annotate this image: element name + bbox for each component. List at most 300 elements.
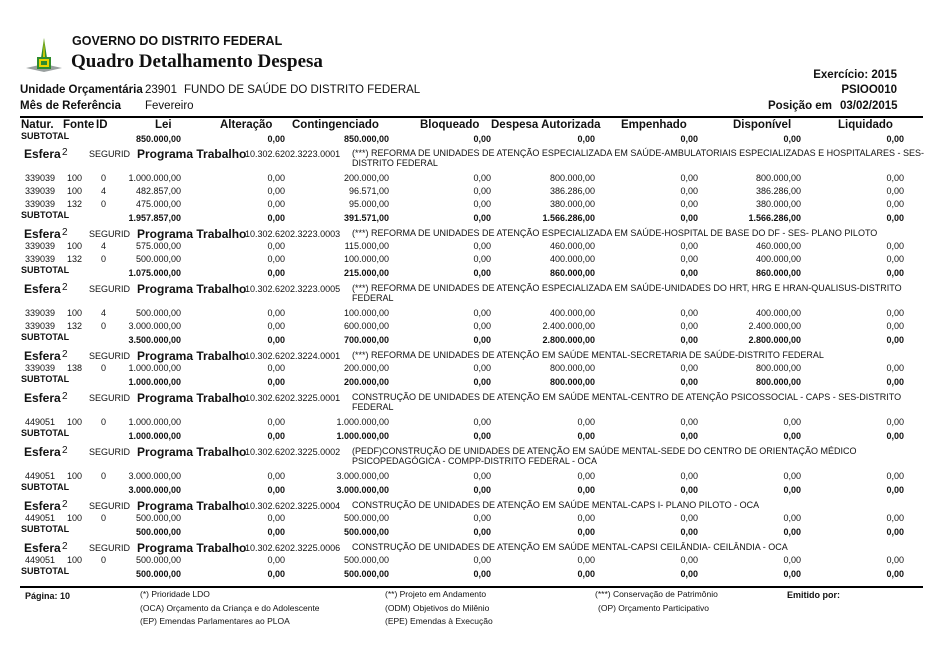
legend-item: (EPE) Emendas à Execução [385,616,493,626]
esfera-label: Esfera [24,445,61,459]
value-cell: 0,00 [267,417,285,427]
subtotal-value: 0,00 [783,485,801,495]
esfera-value: 2 [62,282,68,293]
id-cell: 0 [101,417,107,427]
subtotal-value: 0,00 [267,213,285,223]
subtotal-value: 0,00 [473,134,491,144]
value-cell: 0,00 [680,254,698,264]
programa-description: CONSTRUÇÃO DE UNIDADES DE ATENÇÃO EM SAÚDE MENTAL-CENTRO DE ATENÇÃO PSICOSSOCIAL - CAPS - SES-DISTRITO FEDERAL [352,392,902,412]
subtotal-value: 0,00 [886,134,904,144]
value-cell: 0,00 [267,254,285,264]
segment-code: SEGURID [89,501,131,511]
fonte-cell: 100 [67,417,83,427]
subtotal-value: 1.566.286,00 [748,213,801,223]
value-cell: 500.000,00 [343,513,389,523]
posicao-label: Posição em [768,100,832,112]
programa-description: CONSTRUÇÃO DE UNIDADES DE ATENÇÃO EM SAÚDE MENTAL-CAPS I- PLANO PILOTO - OCA [352,500,760,510]
value-cell: 1.000.000,00 [128,173,181,183]
value-cell: 380.000,00 [755,199,801,209]
value-cell: 3.000.000,00 [128,471,181,481]
value-cell: 0,00 [473,241,491,251]
value-cell: 0,00 [783,417,801,427]
table-row [0,308,943,320]
subtotal-value: 860.000,00 [755,268,801,278]
col-id: ID [96,119,108,131]
col-despesa-autorizada: Despesa Autorizada [491,119,601,131]
natureza-cell: 339039 [25,173,56,183]
subtotal-value: 0,00 [267,569,285,579]
subtotal-row [0,376,943,388]
legend-item: (OCA) Orçamento da Criança e do Adolescente [140,603,320,613]
natureza-cell: 339039 [25,254,56,264]
subtotal-value: 1.566.286,00 [542,213,595,223]
table-row [0,241,943,253]
subtotal-value: 0,00 [577,569,595,579]
value-cell: 600.000,00 [343,321,389,331]
subtotal-value: 0,00 [783,527,801,537]
col-disponivel: Disponível [733,119,792,131]
value-cell: 386.286,00 [755,186,801,196]
natureza-cell: 449051 [25,471,56,481]
subtotal-value: 0,00 [473,268,491,278]
programa-code: 10.302.6202.3224.0001 [245,351,341,361]
subtotal-row [0,484,943,496]
table-row [0,173,943,185]
value-cell: 0,00 [577,555,595,565]
programa-code: 10.302.6202.3223.0005 [245,284,341,294]
value-cell: 0,00 [267,173,285,183]
programa-label: Programa Trabalho [137,445,247,459]
subtotal-value: 0,00 [473,431,491,441]
value-cell: 460.000,00 [549,241,595,251]
segment-code: SEGURID [89,351,131,361]
segment-code: SEGURID [89,393,131,403]
mes-value: Fevereiro [145,100,194,112]
programa-label: Programa Trabalho [137,349,247,363]
value-cell: 0,00 [886,173,904,183]
value-cell: 3.000.000,00 [128,321,181,331]
value-cell: 0,00 [680,186,698,196]
value-cell: 2.400.000,00 [748,321,801,331]
value-cell: 0,00 [783,471,801,481]
subtotal-value: 1.957.857,00 [128,213,181,223]
table-row [0,513,943,525]
subtotal-value: 0,00 [886,431,904,441]
programa-code: 10.302.6202.3225.0002 [245,447,341,457]
value-cell: 100.000,00 [343,308,389,318]
programa-label: Programa Trabalho [137,282,247,296]
unidade-code: 23901 [145,84,177,96]
subtotal-value: 0,00 [783,134,801,144]
value-cell: 0,00 [680,241,698,251]
fonte-cell: 132 [67,199,83,209]
esfera-header [0,347,943,363]
fonte-cell: 132 [67,254,83,264]
footer-divider [20,586,923,588]
unidade-name: FUNDO DE SAÚDE DO DISTRITO FEDERAL [184,84,421,96]
value-cell: 482.857,00 [135,186,181,196]
subtotal-value: 0,00 [783,431,801,441]
subtotal-value: 700.000,00 [343,335,389,345]
subtotal-value: 0,00 [267,134,285,144]
subtotal-label: SUBTOTAL [21,210,70,220]
value-cell: 386.286,00 [549,186,595,196]
esfera-label: Esfera [24,282,61,296]
subtotal-value: 391.571,00 [343,213,389,223]
col-contingenciado: Contingenciado [292,119,379,131]
fonte-cell: 100 [67,241,83,251]
subtotal-row [0,430,943,442]
natureza-cell: 449051 [25,513,56,523]
fonte-cell: 100 [67,186,83,196]
subtotal-value: 1.000.000,00 [128,377,181,387]
table-row [0,555,943,567]
value-cell: 0,00 [680,199,698,209]
header-divider [20,116,923,118]
natureza-cell: 449051 [25,417,56,427]
esfera-header [0,389,943,417]
subtotal-value: 1.000.000,00 [128,431,181,441]
subtotal-value: 0,00 [577,431,595,441]
legend-item: (ODM) Objetivos do Milênio [385,603,490,613]
value-cell: 380.000,00 [549,199,595,209]
value-cell: 200.000,00 [343,173,389,183]
government-name: GOVERNO DO DISTRITO FEDERAL [72,34,283,48]
subtotal-value: 0,00 [680,431,698,441]
value-cell: 500.000,00 [343,555,389,565]
value-cell: 0,00 [473,513,491,523]
programa-label: Programa Trabalho [137,541,247,555]
subtotal-label: SUBTOTAL [21,131,70,141]
value-cell: 500.000,00 [135,555,181,565]
subtotal-label: SUBTOTAL [21,265,70,275]
value-cell: 3.000.000,00 [336,471,389,481]
esfera-header [0,497,943,513]
value-cell: 2.400.000,00 [542,321,595,331]
value-cell: 400.000,00 [549,254,595,264]
subtotal-value: 0,00 [267,335,285,345]
segment-code: SEGURID [89,229,131,239]
programa-description: (***) REFORMA DE UNIDADES DE ATENÇÃO EM SAÚDE MENTAL-SECRETARIA DE SAÚDE-DISTRITO FEDERAL [352,350,824,360]
subtotal-row [0,133,943,145]
value-cell: 0,00 [267,471,285,481]
segment-code: SEGURID [89,284,131,294]
programa-code: 10.302.6202.3225.0006 [245,543,341,553]
value-cell: 575.000,00 [135,241,181,251]
value-cell: 1.000.000,00 [128,417,181,427]
subtotal-value: 500.000,00 [343,527,389,537]
esfera-label: Esfera [24,147,61,161]
value-cell: 0,00 [680,555,698,565]
programa-description: (***) REFORMA DE UNIDADES DE ATENÇÃO ESPECIALIZADA EM SAÚDE-HOSPITAL DE BASE DO DF - SES- PLANO PILOTO [352,228,878,238]
value-cell: 500.000,00 [135,308,181,318]
value-cell: 0,00 [473,308,491,318]
esfera-value: 2 [62,349,68,360]
table-row [0,199,943,211]
id-cell: 0 [101,555,107,565]
subtotal-value: 0,00 [886,213,904,223]
subtotal-value: 0,00 [680,134,698,144]
id-cell: 0 [101,471,107,481]
value-cell: 0,00 [886,199,904,209]
report-title: Quadro Detalhamento Despesa [71,51,323,72]
subtotal-value: 0,00 [473,377,491,387]
mes-label: Mês de Referência [20,100,121,112]
table-row [0,363,943,375]
value-cell: 0,00 [473,173,491,183]
value-cell: 0,00 [886,513,904,523]
subtotal-value: 3.500.000,00 [128,335,181,345]
esfera-header [0,280,943,308]
esfera-value: 2 [62,227,68,238]
table-row [0,254,943,266]
subtotal-value: 0,00 [267,377,285,387]
value-cell: 200.000,00 [343,363,389,373]
subtotal-value: 850.000,00 [135,134,181,144]
subtotal-value: 0,00 [473,335,491,345]
subtotal-label: SUBTOTAL [21,524,70,534]
col-natur: Natur. [21,119,54,131]
programa-description: (***) REFORMA DE UNIDADES DE ATENÇÃO ESPECIALIZADA EM SAÚDE-AMBULATORIAIS ESPECIALIZADAS E HOSPITALARES - SES-DISTRITO FEDERAL [352,148,924,168]
value-cell: 1.000.000,00 [336,417,389,427]
subtotal-label: SUBTOTAL [21,332,70,342]
value-cell: 0,00 [886,186,904,196]
subtotal-value: 0,00 [473,527,491,537]
value-cell: 800.000,00 [549,173,595,183]
subtotal-value: 860.000,00 [549,268,595,278]
subtotal-value: 0,00 [680,335,698,345]
subtotal-value: 0,00 [886,335,904,345]
value-cell: 0,00 [886,254,904,264]
subtotal-value: 0,00 [680,377,698,387]
segment-code: SEGURID [89,543,131,553]
value-cell: 95.000,00 [348,199,389,209]
natureza-cell: 449051 [25,555,56,565]
table-row [0,417,943,429]
value-cell: 0,00 [680,471,698,481]
value-cell: 115.000,00 [344,241,389,251]
subtotal-value: 3.000.000,00 [336,485,389,495]
subtotal-value: 0,00 [577,485,595,495]
subtotal-value: 0,00 [680,485,698,495]
value-cell: 1.000.000,00 [128,363,181,373]
subtotal-value: 0,00 [783,569,801,579]
programa-code: 10.302.6202.3225.0004 [245,501,341,511]
value-cell: 0,00 [886,241,904,251]
col-alteracao: Alteração [220,119,273,131]
subtotal-value: 2.800.000,00 [748,335,801,345]
subtotal-value: 0,00 [680,527,698,537]
value-cell: 0,00 [680,173,698,183]
natureza-cell: 339039 [25,321,56,331]
value-cell: 0,00 [680,513,698,523]
programa-label: Programa Trabalho [137,227,247,241]
programa-label: Programa Trabalho [137,499,247,513]
subtotal-value: 0,00 [886,569,904,579]
subtotal-value: 0,00 [680,213,698,223]
value-cell: 400.000,00 [755,308,801,318]
unidade-label: Unidade Orçamentária [20,84,143,96]
subtotal-label: SUBTOTAL [21,374,70,384]
fonte-cell: 100 [67,513,83,523]
subtotal-value: 500.000,00 [343,569,389,579]
subtotal-value: 215.000,00 [343,268,389,278]
page-number: Página: 10 [25,591,71,601]
value-cell: 475.000,00 [135,199,181,209]
subtotal-row [0,568,943,580]
subtotal-label: SUBTOTAL [21,482,70,492]
value-cell: 0,00 [577,513,595,523]
value-cell: 800.000,00 [755,363,801,373]
natureza-cell: 339039 [25,308,56,318]
id-cell: 0 [101,321,107,331]
value-cell: 0,00 [886,417,904,427]
subtotal-value: 1.000.000,00 [336,431,389,441]
programa-description: (PEDF)CONSTRUÇÃO DE UNIDADES DE ATENÇÃO EM SAÚDE MENTAL-SEDE DO CENTRO DE ORIENTAÇÃO MÉDICO PSICOPEDAGÓGICA - COMPP-DISTRITO FEDERAL - OCA [352,446,857,466]
esfera-label: Esfera [24,391,61,405]
legend-item: (EP) Emendas Parlamentares ao PLOA [140,616,290,626]
value-cell: 0,00 [886,555,904,565]
esfera-value: 2 [62,391,68,402]
natureza-cell: 339039 [25,363,56,373]
value-cell: 0,00 [267,308,285,318]
subtotal-value: 1.075.000,00 [128,268,181,278]
id-cell: 0 [101,173,107,183]
value-cell: 0,00 [473,417,491,427]
col-lei: Lei [155,119,172,131]
fonte-cell: 100 [67,471,83,481]
value-cell: 0,00 [473,471,491,481]
subtotal-value: 0,00 [886,527,904,537]
value-cell: 0,00 [680,417,698,427]
value-cell: 0,00 [577,417,595,427]
value-cell: 0,00 [783,555,801,565]
subtotal-value: 0,00 [267,527,285,537]
programa-label: Programa Trabalho [137,391,247,405]
value-cell: 0,00 [886,308,904,318]
id-cell: 4 [101,308,107,318]
subtotal-value: 0,00 [680,268,698,278]
emitido-por: Emitido por: [787,590,840,600]
segment-code: SEGURID [89,447,131,457]
esfera-header [0,145,943,173]
subtotal-label: SUBTOTAL [21,428,70,438]
table-row [0,471,943,483]
esfera-value: 2 [62,147,68,158]
value-cell: 0,00 [886,321,904,331]
subtotal-value: 0,00 [267,431,285,441]
value-cell: 500.000,00 [135,254,181,264]
posicao-value: 03/02/2015 [840,100,898,112]
report-code: PSIOO010 [841,84,897,96]
legend-item: (***) Conservação de Patrimônio [595,589,718,599]
value-cell: 0,00 [473,199,491,209]
subtotal-value: 500.000,00 [135,527,181,537]
col-bloqueado: Bloqueado [420,119,480,131]
value-cell: 0,00 [473,186,491,196]
value-cell: 0,00 [267,241,285,251]
legend-item: (*) Prioridade LDO [140,589,210,599]
id-cell: 0 [101,199,107,209]
value-cell: 0,00 [473,254,491,264]
fonte-cell: 138 [67,363,83,373]
fonte-cell: 100 [67,555,83,565]
subtotal-value: 500.000,00 [135,569,181,579]
subtotal-value: 3.000.000,00 [128,485,181,495]
programa-code: 10.302.6202.3223.0003 [245,229,341,239]
esfera-label: Esfera [24,499,61,513]
subtotal-value: 2.800.000,00 [542,335,595,345]
natureza-cell: 339039 [25,186,56,196]
id-cell: 4 [101,241,107,251]
esfera-label: Esfera [24,227,61,241]
esfera-header [0,225,943,241]
value-cell: 0,00 [680,363,698,373]
esfera-value: 2 [62,541,68,552]
subtotal-value: 800.000,00 [549,377,595,387]
subtotal-value: 0,00 [267,485,285,495]
fonte-cell: 100 [67,308,83,318]
esfera-value: 2 [62,445,68,456]
esfera-header [0,539,943,555]
id-cell: 0 [101,363,107,373]
table-row [0,186,943,198]
value-cell: 0,00 [886,471,904,481]
esfera-value: 2 [62,499,68,510]
gdf-logo-icon [24,36,64,76]
table-row [0,321,943,333]
esfera-header [0,443,943,471]
value-cell: 800.000,00 [549,363,595,373]
subtotal-value: 800.000,00 [755,377,801,387]
subtotal-row [0,212,943,224]
legend-item: (**) Projeto em Andamento [385,589,487,599]
segment-code: SEGURID [89,149,131,159]
value-cell: 0,00 [473,555,491,565]
fonte-cell: 100 [67,173,83,183]
exercicio: Exercício: 2015 [813,69,897,81]
subtotal-value: 850.000,00 [343,134,389,144]
subtotal-value: 0,00 [886,268,904,278]
col-fonte: Fonte [63,119,95,131]
col-empenhado: Empenhado [621,119,687,131]
subtotal-value: 0,00 [473,485,491,495]
programa-description: (***) REFORMA DE UNIDADES DE ATENÇÃO ESPECIALIZADA EM SAÚDE-UNIDADES DO HRT, HRG E HRAN-QUALISUS-DISTRITO FEDERAL [352,283,902,303]
subtotal-value: 0,00 [577,134,595,144]
col-liquidado: Liquidado [838,119,893,131]
value-cell: 0,00 [886,363,904,373]
subtotal-value: 0,00 [886,377,904,387]
value-cell: 0,00 [267,186,285,196]
subtotal-value: 0,00 [473,569,491,579]
subtotal-row [0,334,943,346]
value-cell: 0,00 [680,308,698,318]
value-cell: 0,00 [267,199,285,209]
subtotal-value: 0,00 [886,485,904,495]
value-cell: 500.000,00 [135,513,181,523]
value-cell: 0,00 [473,321,491,331]
value-cell: 0,00 [473,363,491,373]
natureza-cell: 339039 [25,241,56,251]
esfera-label: Esfera [24,541,61,555]
id-cell: 4 [101,186,107,196]
subtotal-label: SUBTOTAL [21,566,70,576]
legend-item: (OP) Orçamento Participativo [598,603,710,613]
value-cell: 0,00 [577,471,595,481]
value-cell: 0,00 [783,513,801,523]
fonte-cell: 132 [67,321,83,331]
subtotal-row [0,267,943,279]
